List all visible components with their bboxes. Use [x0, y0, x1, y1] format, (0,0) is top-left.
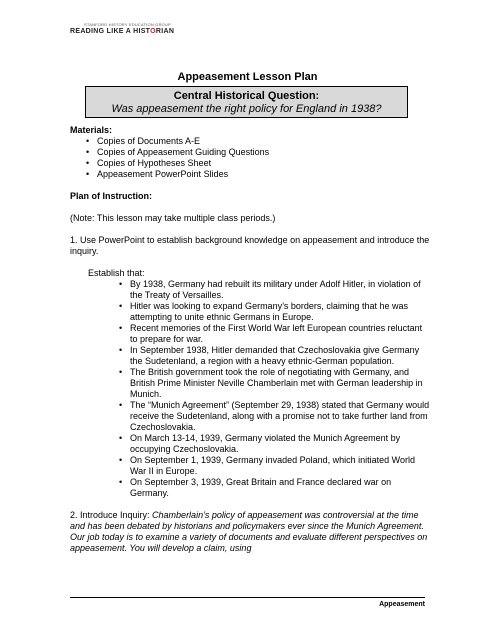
footer-label: Appeasement	[379, 601, 425, 608]
list-item: • Copies of Documents A-E	[70, 136, 430, 147]
logo	[70, 22, 174, 36]
list-item: • Hitler was looking to expand Germany’s borders, claiming that he was attempting to unite ethnic Germans in Europe.	[70, 301, 430, 323]
establish-label: Establish that:	[88, 268, 145, 278]
logo-main-part2: RIAN	[155, 28, 175, 35]
list-item: • By 1938, Germany had rebuilt its military under Adolf Hitler, in violation of the Treaty of Versailles.	[70, 279, 430, 301]
list-item: • In September 1938, Hitler demanded that Czechoslovakia give Germany the Sudetenland, a region with a heavy ethnic-German population.	[70, 345, 430, 367]
plan-note: (Note: This lesson may take multiple class periods.)	[70, 213, 276, 223]
establish-list	[70, 279, 430, 499]
plan-heading: Plan of Instruction:	[70, 191, 152, 201]
lesson-content	[70, 125, 430, 554]
list-item: • Appeasement PowerPoint Slides	[70, 169, 430, 180]
list-item: • The British government took the role of negotiating with Germany, and British Prime Minister Neville Chamberlain met with German leadership in Munich.	[70, 367, 430, 400]
plan-step-2-prefix: 2. Introduce Inquiry:	[70, 510, 153, 520]
plan-step-2-text: Chamberlain’s policy of appeasement was controversial at the time and has been debated by historians and policymakers ever since the Munich Agreement. Our job today is to examine a variety of documents and evaluate different perspectives on appeasement. You will develop a claim, using	[70, 510, 428, 553]
list-item: • Copies of Hypotheses Sheet	[70, 158, 430, 169]
logo-main-text	[70, 27, 174, 36]
central-question-text: Was appeasement the right policy for England in 1938?	[111, 103, 382, 115]
footer-divider	[70, 597, 425, 598]
list-item: • On September 1, 1939, Germany invaded Poland, which initiated World War II in Europe.	[70, 455, 430, 477]
central-question-heading: Central Historical Question:	[173, 90, 320, 102]
list-item: • On March 13-14, 1939, Germany violated the Munich Agreement by occupying Czechoslovakia.	[70, 433, 430, 455]
plan-step-2	[70, 510, 430, 554]
logo-group-text: STANFORD HISTORY EDUCATION GROUP	[84, 22, 171, 27]
list-item: • Copies of Appeasement Guiding Questions	[70, 147, 430, 158]
list-item: • The “Munich Agreement” (September 29, 1938) stated that Germany would receive the Sudetenland, along with a promise not to take further land from Czechoslovakia.	[70, 400, 430, 433]
list-item: • On September 3, 1939, Great Britain and France declared war on Germany.	[70, 477, 430, 499]
materials-heading: Materials:	[70, 125, 113, 135]
logo-main-part1: READING LIKE A HIST	[70, 28, 151, 35]
central-question-box	[85, 86, 408, 118]
page-title: Appeasement Lesson Plan	[177, 71, 318, 83]
list-item: • Recent memories of the First World War left European countries reluctant to prepare for war.	[70, 323, 430, 345]
materials-list	[70, 136, 430, 180]
plan-step-1: 1. Use PowerPoint to establish background knowledge on appeasement and introduce the inquiry.	[70, 235, 430, 256]
logo-accent-letter: O	[150, 28, 156, 35]
